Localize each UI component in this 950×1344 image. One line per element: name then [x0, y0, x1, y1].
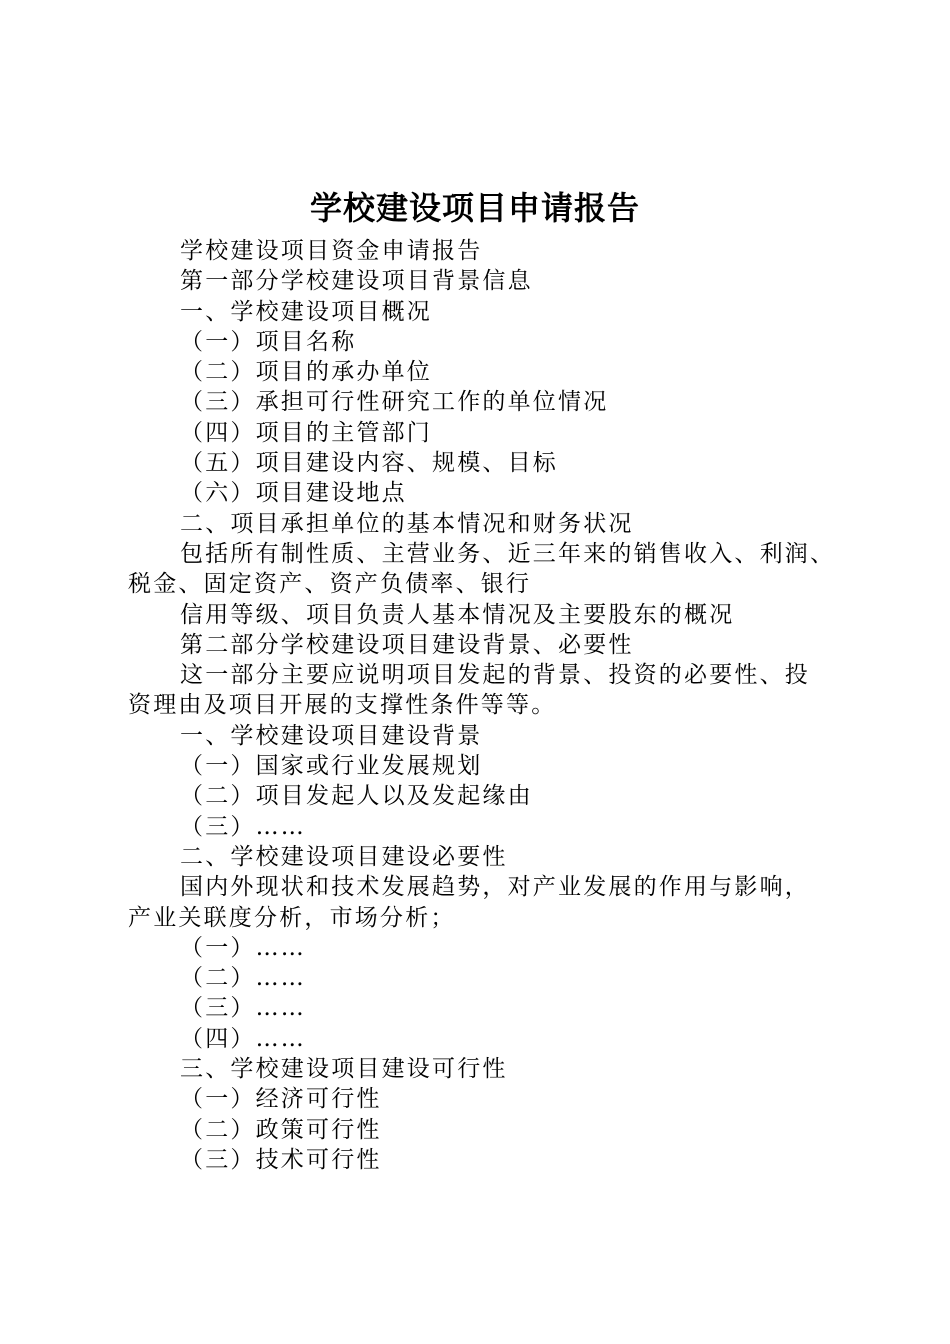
- list-item: （二）……: [180, 965, 306, 992]
- list-item: （一）国家或行业发展规划: [180, 753, 483, 780]
- list-item: （六）项目建设地点: [180, 480, 407, 507]
- list-item: （三）……: [180, 995, 306, 1022]
- section-heading: 第一部分学校建设项目背景信息: [180, 268, 533, 295]
- list-item: （四）……: [180, 1025, 306, 1052]
- paragraph-line: 学校建设项目资金申请报告: [180, 238, 483, 264]
- paragraph-line: 产业关联度分析，市场分析；: [128, 904, 456, 931]
- subsection-heading: 三、学校建设项目建设可行性: [180, 1056, 508, 1083]
- subsection-heading: 二、项目承担单位的基本情况和财务状况: [180, 510, 634, 537]
- list-item: （二）项目发起人以及发起缘由: [180, 783, 533, 810]
- list-item: （二）项目的承办单位: [180, 359, 432, 386]
- list-item: （五）项目建设内容、规模、目标: [180, 450, 558, 477]
- subsection-heading: 二、学校建设项目建设必要性: [180, 843, 508, 870]
- paragraph-line: 信用等级、项目负责人基本情况及主要股东的概况: [180, 601, 735, 628]
- paragraph-line: 国内外现状和技术发展趋势，对产业发展的作用与影响，: [180, 874, 810, 901]
- list-item: （一）经济可行性: [180, 1086, 382, 1113]
- document-body: [128, 236, 848, 1175]
- list-item: （三）……: [180, 813, 306, 840]
- document-title: 学校建设项目申请报告: [309, 189, 640, 227]
- paragraph-line: 税金、固定资产、资产负债率、银行: [128, 571, 532, 598]
- subsection-heading: 一、学校建设项目建设背景: [180, 722, 483, 749]
- list-item: （一）项目名称: [180, 328, 357, 355]
- list-item: （三）技术可行性: [180, 1146, 382, 1173]
- list-item: （二）政策可行性: [180, 1116, 382, 1143]
- section-heading: 第二部分学校建设项目建设背景、必要性: [180, 631, 634, 658]
- paragraph-line: 这一部分主要应说明项目发起的背景、投资的必要性、投: [180, 662, 810, 689]
- list-item: （三）承担可行性研究工作的单位情况: [180, 389, 609, 416]
- list-item: （四）项目的主管部门: [180, 419, 432, 446]
- paragraph-line: 资理由及项目开展的支撑性条件等等。: [128, 692, 557, 719]
- list-item: （一）……: [180, 934, 306, 961]
- paragraph-line: 包括所有制性质、主营业务、近三年来的销售收入、利润、: [180, 540, 836, 567]
- subsection-heading: 一、学校建设项目概况: [180, 298, 432, 325]
